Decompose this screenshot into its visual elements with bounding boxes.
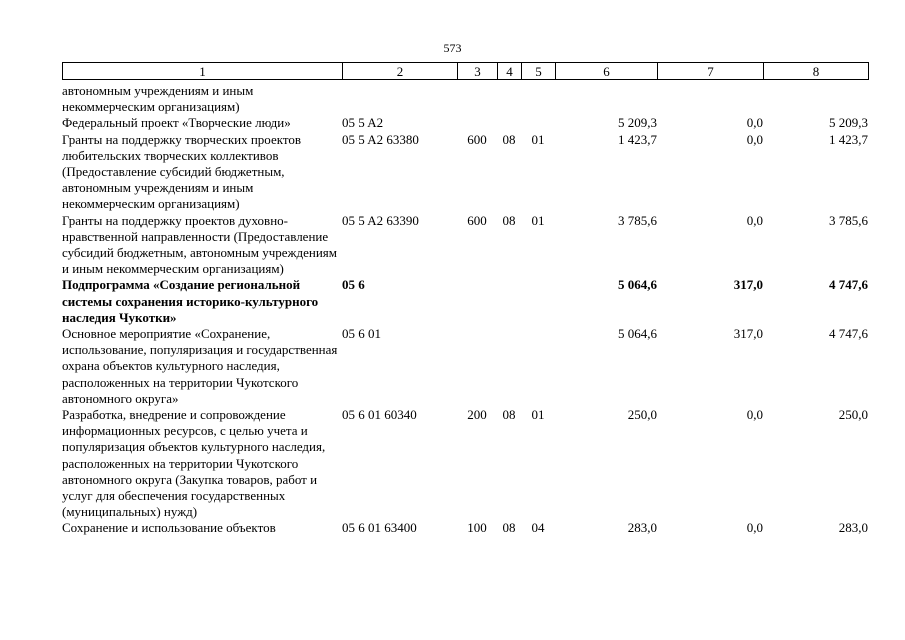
row-code-cell: 05 5 A2 63390 [342,212,419,228]
row-value8-cell: 250,0 [838,407,868,423]
row-value8-cell: 3 785,6 [829,212,868,228]
column-header-table [62,62,869,80]
row-col5-cell [521,277,555,326]
row-code-cell: 05 6 01 63400 [342,520,417,536]
row-col4-cell [497,83,521,115]
column-header-4: 4 [498,63,522,80]
row-col3-cell: 600 [467,212,487,228]
row-name-cell: Основное мероприятие «Сохранение, использование, популяризация и государственная охрана объектов культурного наследия, расположенных на территории Чукотского автономного округа» [62,326,338,406]
row-value7-cell: 0,0 [746,115,763,131]
row-value8-cell: 5 209,3 [829,115,868,131]
row-value7-cell: 317,0 [733,326,763,342]
row-value6-cell: 3 785,6 [618,212,657,228]
row-col4-cell [497,326,521,407]
row-col4-cell: 08 [502,212,516,228]
row-value6-cell [555,83,657,115]
row-col3-cell [457,326,497,407]
row-name-cell: Подпрограмма «Создание региональной системы сохранения историко-культурного наследия Чукотки» [62,277,319,325]
row-name-cell: автономным учреждениям и иным некоммерческим организациям) [62,83,254,115]
row-col4-cell: 08 [502,520,516,536]
table-row [62,277,868,326]
column-header-3: 3 [458,63,498,80]
row-name-cell: Федеральный проект «Творческие люди» [62,115,291,131]
row-col4-cell [497,115,521,131]
row-value6-cell: 5 064,6 [618,277,657,293]
row-value6-cell: 5 209,3 [618,115,657,131]
table-row [62,115,868,131]
row-code-cell: 05 6 [342,277,365,293]
row-value6-cell: 5 064,6 [618,326,657,342]
row-value7-cell: 0,0 [746,520,763,536]
row-col3-cell [457,277,497,326]
row-col3-cell: 200 [467,407,487,423]
table-row [62,407,868,520]
row-col4-cell [497,277,521,326]
column-header-5: 5 [522,63,556,80]
row-name-cell: Сохранение и использование объектов [62,520,276,536]
row-value7-cell: 0,0 [746,407,763,423]
budget-table [62,83,868,537]
row-col5-cell [521,83,555,115]
row-name-cell: Разработка, внедрение и сопровождение информационных ресурсов, с целью учета и популяризация объектов культурного наследия, расположенных на территории Чукотского автономного округа (Закупка товаров, работ и услуг для обеспечения государственных (муниципальных) нужд) [62,407,326,520]
row-value6-cell: 1 423,7 [618,131,657,147]
column-header-6: 6 [556,63,658,80]
row-code-cell [342,83,457,115]
table-row [62,83,868,115]
row-value8-cell: 1 423,7 [829,131,868,147]
row-value7-cell [657,83,763,115]
row-value8-cell: 4 747,6 [829,277,868,293]
row-name-cell: Гранты на поддержку проектов духовно-нравственной направленности (Предоставление субсидий бюджетным, автономным учреждениям и иным некоммерческим организациям) [62,212,337,277]
row-code-cell: 05 5 A2 [342,115,384,131]
table-row [62,213,868,278]
row-col3-cell [457,83,497,115]
row-col3-cell: 600 [467,131,487,147]
row-col3-cell: 100 [467,520,487,536]
row-value8-cell: 4 747,6 [829,326,868,342]
row-value7-cell: 0,0 [746,131,763,147]
row-col5-cell: 01 [531,212,545,228]
row-col5-cell: 01 [531,131,545,147]
column-header-row [63,63,869,80]
row-col5-cell: 01 [531,407,545,423]
row-value8-cell: 283,0 [838,520,868,536]
row-value7-cell: 317,0 [733,277,763,293]
row-code-cell: 05 6 01 [342,326,381,342]
row-value8-cell [763,83,868,115]
row-value6-cell: 250,0 [627,407,657,423]
row-value6-cell: 283,0 [627,520,657,536]
table-row [62,132,868,213]
row-col5-cell: 04 [531,520,545,536]
page-number: 573 [443,41,462,55]
row-value7-cell: 0,0 [746,212,763,228]
row-code-cell: 05 6 01 60340 [342,407,417,423]
row-col4-cell: 08 [502,407,516,423]
table-row [62,326,868,407]
row-col3-cell [457,115,497,131]
table-row [62,520,868,536]
row-col4-cell: 08 [502,131,516,147]
column-header-1: 1 [63,63,343,80]
row-col5-cell [521,115,555,131]
column-header-7: 7 [658,63,764,80]
row-col5-cell [521,326,555,407]
row-name-cell: Гранты на поддержку творческих проектов любительских творческих коллективов (Предоставление субсидий бюджетным, автономным учреждениям и иным некоммерческим организациям) [62,131,302,212]
column-header-8: 8 [764,63,869,80]
row-code-cell: 05 5 A2 63380 [342,131,419,147]
column-header-2: 2 [343,63,458,80]
